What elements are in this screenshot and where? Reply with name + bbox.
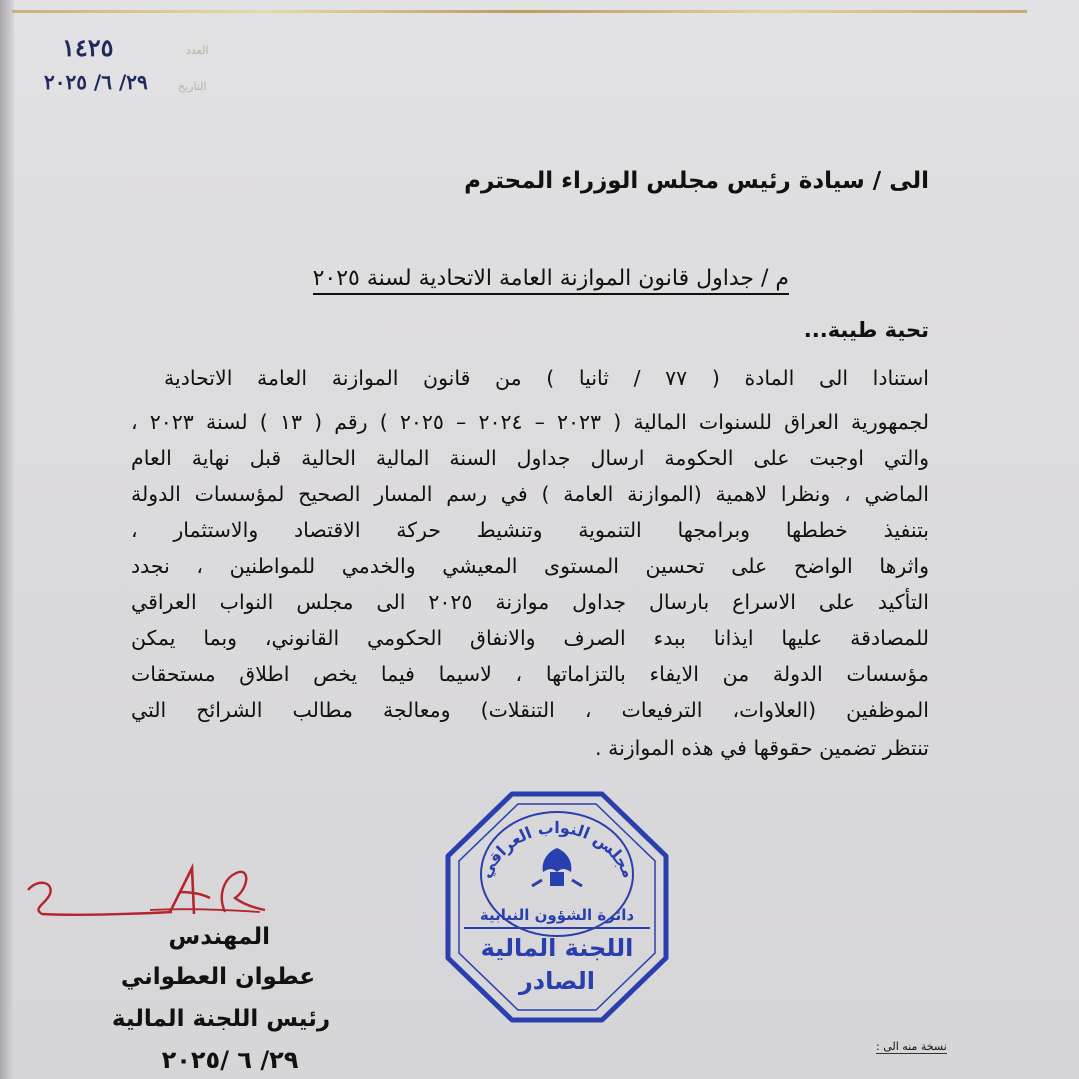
letter-number: ١٤٢٥ [62,33,114,62]
body-line: والتي اوجبت على الحكومة ارسال جداول السنة المالية الحالية قبل نهاية العام [131,446,929,470]
copy-to-label: نسخة منه الى : [876,1040,947,1053]
date-label: التاريخ [178,80,207,93]
addressee-line: الى / سيادة رئيس مجلس الوزراء المحترم [464,168,929,194]
stamp-department: دائرة الشؤون النيابية [479,906,635,924]
body-line: تنتظر تضمين حقوقها في هذه الموازنة . [595,736,929,760]
body-line: الموظفين (العلاوات، الترفيعات ، التنقلات) ومعالجة مطالب الشرائح التي [131,698,929,722]
subject-line: م / جداول قانون الموازنة العامة الاتحادية لسنة ٢٠٢٥ [313,266,789,295]
signer-title: المهندس [168,924,270,950]
stamp-committee: اللجنة المالية [480,934,634,962]
signature-date: ٢٩/ ٦ /٢٠٢٥ [161,1046,299,1074]
body-line: استنادا الى المادة ( ٧٧ / ثانيا ) من قانون الموازنة العامة الاتحادية [164,366,929,390]
number-label: العدد [186,44,209,57]
top-border-line [12,10,1027,13]
stamp-outer-text: مجلس النواب العراقي [475,817,639,881]
letter-date: ٢٩/ ٦/ ٢٠٢٥ [44,70,148,94]
stamp-status: الصادر [518,967,596,995]
body-line: للمصادقة عليها ايذانا ببدء الصرف والانفاق الحكومي القانوني، وبما يمكن [131,626,929,650]
official-stamp [442,788,672,1026]
page-edge-shadow [0,0,14,1079]
body-line: التأكيد على الاسراع بارسال جداول موازنة ٢٠٢٥ الى مجلس النواب العراقي [131,590,930,614]
signature-scribble [20,862,280,932]
body-line: بتنفيذ خططها وبرامجها التنموية وتنشيط حركة الاقتصاد والاستثمار ، [131,518,929,542]
signer-name: عطوان العطواني [120,964,316,990]
body-line: الماضي ، ونظرا لاهمية (الموازنة العامة ) في رسم المسار الصحيح لمؤسسات الدولة [131,482,929,506]
iraq-emblem-icon [532,848,582,886]
body-line: واثرها الواضح على تحسين المستوى المعيشي والخدمي للمواطنين ، نجدد [131,554,929,578]
signer-position: رئيس اللجنة المالية [111,1006,331,1032]
body-line: مؤسسات الدولة من الايفاء بالتزاماتها ، لاسيما فيما يخص اطلاق مستحقات [131,662,929,686]
greeting: تحية طيبة... [803,318,929,342]
body-line: لجمهورية العراق للسنوات المالية ( ٢٠٢٣ – ٢٠٢٤ – ٢٠٢٥ ) رقم ( ١٣ ) لسنة ٢٠٢٣ ، [131,410,930,434]
